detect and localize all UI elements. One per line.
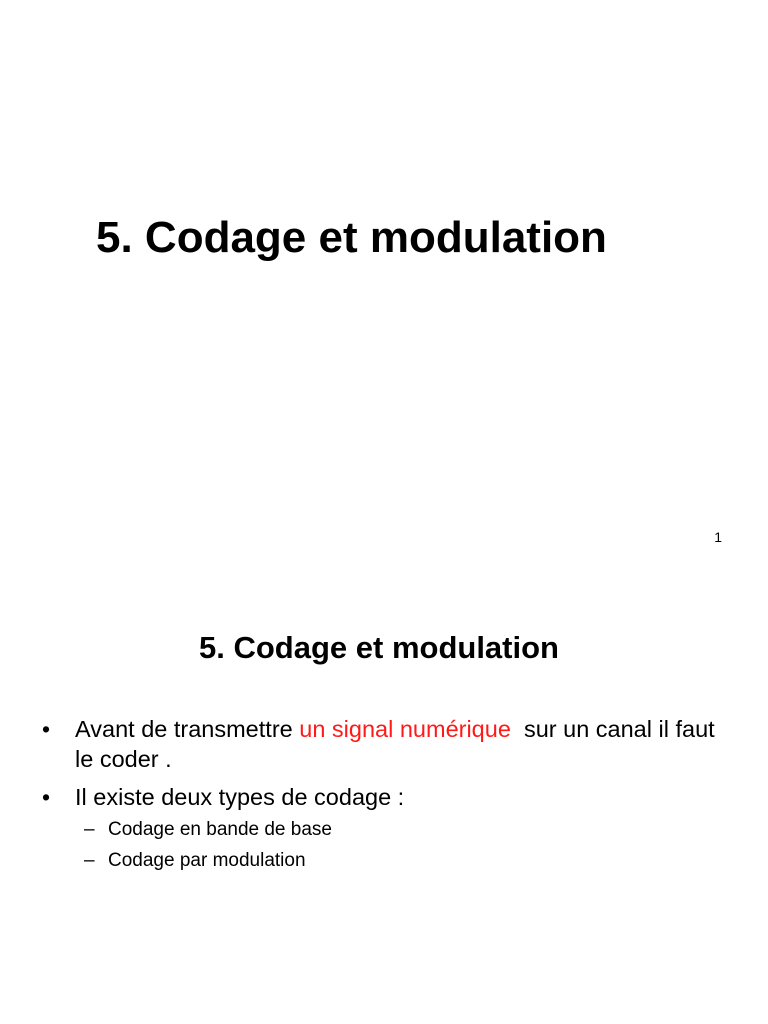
sub-item-baseband: [42, 814, 722, 845]
bullet-icon: •: [42, 784, 51, 810]
bullet-list: [42, 714, 722, 884]
bullet-text: Il existe deux types de codage :: [75, 784, 405, 810]
sub-list: [42, 814, 722, 876]
slide-2: [0, 576, 768, 1024]
sub-item-modulation: [42, 845, 722, 876]
bullet-item-types: [42, 782, 722, 876]
sub-item-label: Codage par modulation: [108, 850, 306, 871]
bullet-text-after: sur un canal il faut le coder .: [75, 716, 722, 772]
slide-1-title: 5. Codage et modulation: [96, 213, 607, 262]
bullet-icon: •: [42, 716, 51, 742]
sub-item-label: Codage en bande de base: [108, 819, 332, 840]
highlighted-phrase: un signal numérique: [299, 716, 511, 742]
page-number: 1: [714, 529, 722, 545]
bullet-text-before: Avant de transmettre: [75, 716, 300, 742]
dash-icon: –: [84, 850, 95, 871]
slide-2-title: 5. Codage et modulation: [199, 630, 559, 665]
bullet-item-transmit: [42, 714, 722, 774]
dash-icon: –: [84, 819, 95, 840]
